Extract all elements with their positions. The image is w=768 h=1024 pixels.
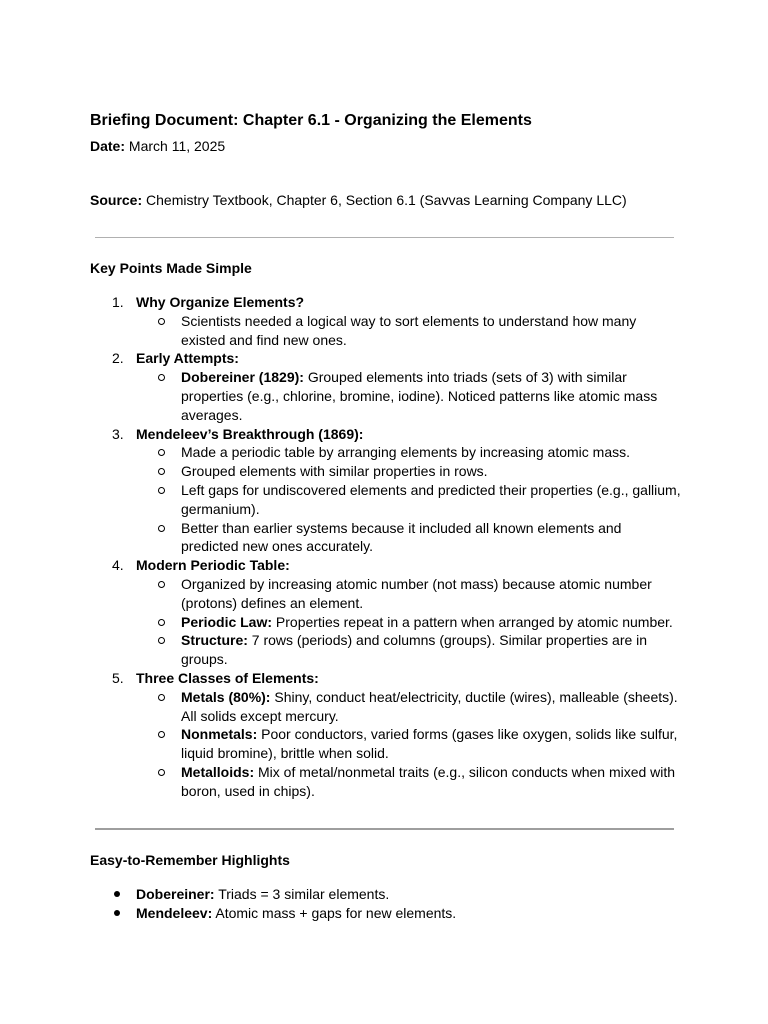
sub-item-text: Made a periodic table by arranging elements by increasing atomic mass. — [181, 444, 631, 461]
sub-item-text: 7 rows (periods) and columns (groups). Similar properties are in groups. — [181, 632, 648, 668]
highlights-list — [0, 885, 768, 923]
hollow-bullet-icon — [158, 487, 165, 494]
sub-item-text: Shiny, conduct heat/electricity, ductile (wires), malleable (sheets). All solids except mercury. — [181, 688, 678, 724]
sub-list — [0, 368, 768, 424]
sub-item-text: Scientists needed a logical way to sort elements to understand how many existed and find new ones. — [181, 312, 637, 348]
sub-item-text: Mix of metal/nonmetal traits (e.g., silicon conducts when mixed with boron, used in chips). — [181, 763, 676, 799]
highlight-text: Triads = 3 similar elements. — [214, 886, 390, 902]
highlight-item — [0, 904, 768, 923]
hollow-bullet-icon — [158, 731, 165, 738]
sub-item-text: Grouped elements into triads (sets of 3) with similar properties (e.g., chlorine, bromine, iodine). Noticed patterns like atomic mass averages. — [181, 369, 658, 423]
sub-item-bold: Dobereiner (1829): — [181, 369, 304, 386]
source-value: Chemistry Textbook, Chapter 6, Section 6.1 (Savvas Learning Company LLC) — [142, 192, 627, 208]
sub-item-bold: Periodic Law: — [181, 613, 273, 630]
sub-item-bold: Metals (80%): — [181, 688, 271, 705]
key-points-list — [0, 293, 768, 801]
key-point-title-line — [0, 425, 768, 444]
sub-item-bold: Nonmetals: — [181, 726, 258, 743]
sub-list — [0, 312, 768, 350]
key-point-title-line — [0, 669, 768, 688]
sub-item — [0, 688, 681, 726]
highlight-bold: Dobereiner: — [136, 886, 215, 902]
key-point-title-line — [0, 556, 768, 575]
source-label: Source: — [90, 192, 143, 208]
sub-item-text: Left gaps for undiscovered elements and predicted their properties (e.g., gallium, germanium). — [181, 481, 681, 517]
bullet-icon — [114, 891, 120, 897]
sub-item — [0, 725, 681, 763]
source-line — [90, 191, 627, 209]
key-point-title: Why Organize Elements? — [136, 294, 305, 310]
key-points-heading: Key Points Made Simple — [90, 260, 252, 276]
bullet-icon — [114, 910, 120, 916]
date-value: March 11, 2025 — [125, 138, 226, 154]
hollow-bullet-icon — [158, 374, 165, 381]
divider — [95, 237, 674, 238]
sub-item-text: Grouped elements with similar properties in rows. — [181, 463, 488, 480]
divider — [95, 828, 674, 830]
key-point-title: Modern Periodic Table: — [136, 557, 290, 574]
hollow-bullet-icon — [158, 581, 165, 588]
sub-item-text: Poor conductors, varied forms (gases like oxygen, solids like sulfur, liquid bromine), brittle when solid. — [181, 726, 678, 762]
highlight-item — [0, 885, 768, 904]
list-number: 5. — [112, 669, 124, 686]
key-point-title: Mendeleev’s Breakthrough (1869): — [136, 425, 364, 442]
highlight-bold: Mendeleev: — [136, 905, 213, 921]
sub-item — [0, 631, 681, 669]
highlight-text: Atomic mass + gaps for new elements. — [212, 905, 457, 921]
sub-item — [0, 763, 681, 801]
hollow-bullet-icon — [158, 694, 165, 701]
sub-list — [0, 688, 768, 801]
sub-item-text: Better than earlier systems because it included all known elements and predicted new ones accurately. — [181, 519, 622, 555]
list-number: 4. — [112, 557, 124, 574]
sub-item — [0, 312, 681, 350]
sub-item — [0, 575, 681, 613]
list-number: 3. — [112, 425, 124, 442]
key-point-item — [0, 349, 768, 424]
list-number: 1. — [112, 294, 124, 310]
sub-item — [0, 519, 681, 557]
hollow-bullet-icon — [158, 468, 165, 475]
sub-item-bold: Structure: — [181, 632, 248, 649]
sub-item-text: Organized by increasing atomic number (not mass) because atomic number (protons) defines an element. — [181, 575, 652, 611]
sub-item — [0, 462, 681, 481]
hollow-bullet-icon — [158, 769, 165, 776]
date-line — [90, 137, 225, 155]
hollow-bullet-icon — [158, 619, 165, 626]
sub-item — [0, 368, 681, 424]
hollow-bullet-icon — [158, 525, 165, 532]
document-title: Briefing Document: Chapter 6.1 - Organizing the Elements — [90, 112, 532, 129]
highlights-heading: Easy-to-Remember Highlights — [90, 852, 290, 868]
key-point-item — [0, 293, 768, 349]
sub-item — [0, 443, 681, 462]
key-point-item — [0, 669, 768, 801]
sub-item — [0, 481, 681, 519]
sub-item-bold: Metalloids: — [181, 763, 255, 780]
date-label: Date: — [90, 138, 126, 154]
hollow-bullet-icon — [158, 637, 165, 644]
key-point-item — [0, 425, 768, 557]
sub-list — [0, 575, 768, 669]
hollow-bullet-icon — [158, 318, 165, 325]
sub-item — [0, 613, 681, 632]
key-point-title-line — [0, 349, 768, 368]
key-point-item — [0, 556, 768, 669]
sub-list — [0, 443, 768, 556]
hollow-bullet-icon — [158, 449, 165, 456]
sub-item-text: Properties repeat in a pattern when arranged by atomic number. — [272, 613, 673, 630]
list-number: 2. — [112, 350, 124, 367]
key-point-title: Three Classes of Elements: — [136, 669, 319, 686]
key-point-title-line — [0, 293, 768, 312]
key-point-title: Early Attempts: — [136, 350, 239, 367]
